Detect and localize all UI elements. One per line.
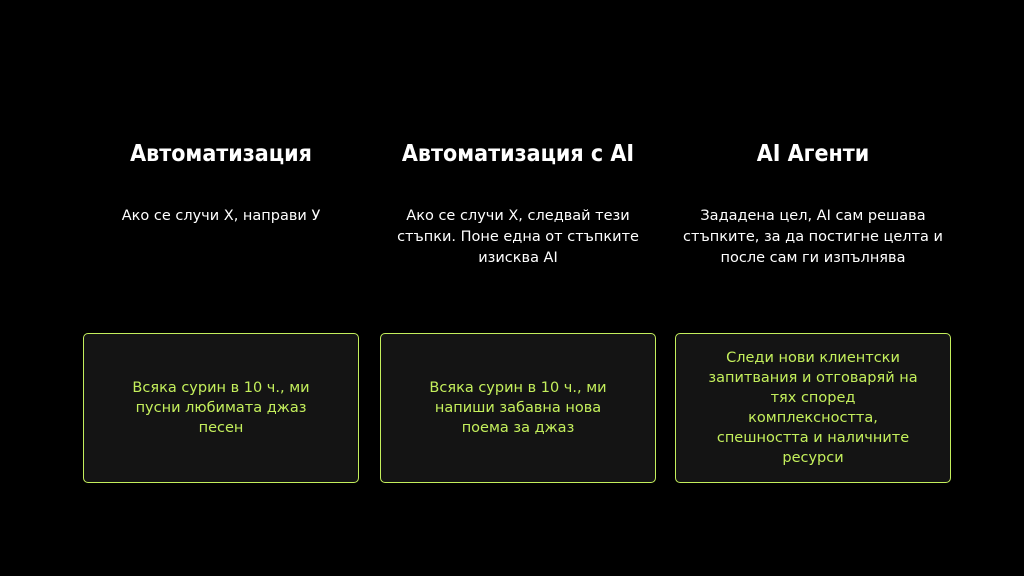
example-text: Всяка сурин в 10 ч., ми напиши забавна нова поема за джаз <box>429 380 607 436</box>
column-title: Автоматизация с AI <box>401 141 635 167</box>
column-description: Зададена цел, AI сам решава стъпките, за да постигне целта и после сам ги изпълнява <box>683 208 943 266</box>
column-ai-automation <box>368 0 668 576</box>
column-automation <box>71 0 371 576</box>
column-description: Ако се случи X, следвай тези стъпки. Поне една от стъпките изисква AI <box>397 208 639 266</box>
example-text: Следи нови клиентски запитвания и отговаряй на тях според комплексността, спешността и наличните ресурси <box>708 350 918 466</box>
example-card <box>83 333 359 483</box>
example-card <box>380 333 656 483</box>
column-title: AI Агенти <box>756 141 870 167</box>
example-text: Всяка сурин в 10 ч., ми пусни любимата джаз песен <box>132 380 310 436</box>
column-title: Автоматизация <box>130 141 312 167</box>
example-card <box>675 333 951 483</box>
column-ai-agents <box>663 0 963 576</box>
column-description: Ако се случи X, направи У <box>121 208 321 224</box>
